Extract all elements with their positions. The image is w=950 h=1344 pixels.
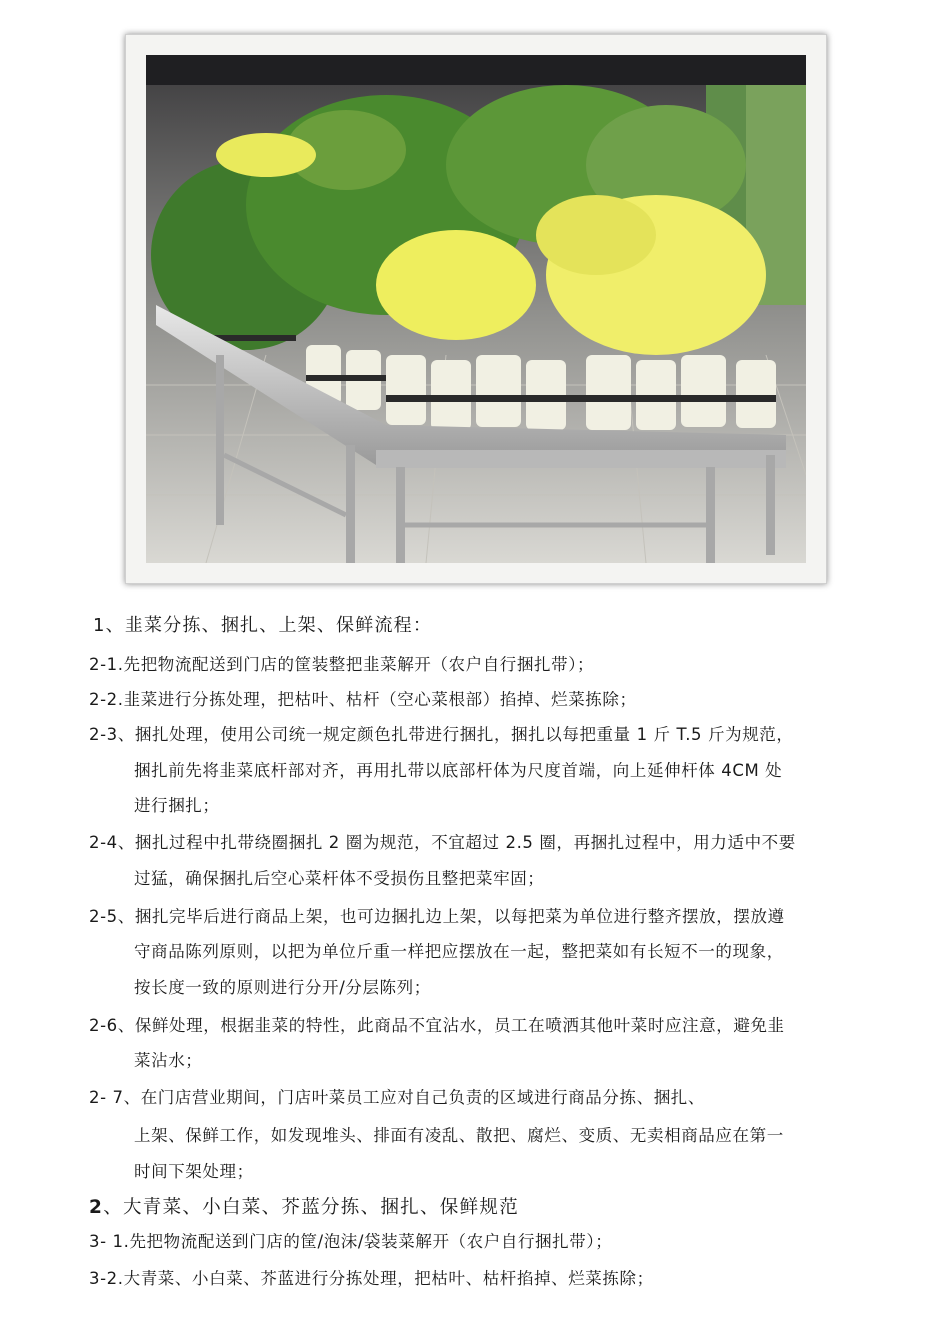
- step-2-4-line-1: 2-4、捆扎过程中扎带绕圈捆扎 2 圈为规范，不宜超过 2.5 圈，再捆扎过程中，用力适中不要: [89, 833, 796, 852]
- step-3-1: 3- 1.先把物流配送到门店的筐/泡沫/袋装菜解开（农户自行捆扎带）；: [89, 1232, 613, 1251]
- step-2-3-line-3: 进行捆扎；: [134, 796, 220, 815]
- step-2-1: 2-1.先把物流配送到门店的筐装整把韭菜解开（农户自行捆扎带）；: [89, 655, 595, 674]
- step-2-6-line-1: 2-6、保鲜处理，根据韭菜的特性，此商品不宜沾水，员工在喷洒其他叶菜时应注意，避免韭: [89, 1016, 785, 1035]
- step-2-2: 2-2.韭菜进行分拣处理，把枯叶、枯杆（空心菜根部）掐掉、烂菜拣除；: [89, 690, 637, 709]
- step-2-3-line-1: 2-3、捆扎处理，使用公司统一规定颜色扎带进行捆扎，捆扎以每把重量 1 斤 T.5 斤为规范，: [89, 725, 794, 744]
- section-heading-2-number: 2: [89, 1197, 104, 1218]
- section-heading-1: 1、韭菜分拣、捆扎、上架、保鲜流程：: [93, 615, 433, 636]
- section-heading-2: [89, 1193, 519, 1219]
- step-2-7-line-1: 2- 7、在门店营业期间，门店叶菜员工应对自己负责的区域进行商品分拣、捆扎、: [89, 1088, 705, 1107]
- step-2-5-line-3: 按长度一致的原则进行分开/分层陈列；: [134, 978, 431, 997]
- step-2-4-line-2: 过猛，确保捆扎后空心菜杆体不受损伤且整把菜牢固；: [134, 869, 545, 888]
- step-2-5-line-2: 守商品陈列原则，以把为单位斤重一样把应摆放在一起，整把菜如有长短不一的现象，: [134, 942, 784, 961]
- section-heading-2-text: 、大青菜、小白菜、芥蓝分拣、捆扎、保鲜规范: [103, 1197, 519, 1218]
- step-2-7-line-3: 时间下架处理；: [134, 1162, 254, 1181]
- step-2-7-line-2: 上架、保鲜工作，如发现堆头、排面有凌乱、散把、腐烂、变质、无卖相商品应在第一: [134, 1126, 784, 1145]
- step-2-3-line-2: 捆扎前先将韭菜底杆部对齐，再用扎带以底部杆体为尺度首端，向上延伸杆体 4CM 处: [134, 761, 783, 780]
- step-3-2: 3-2.大青菜、小白菜、芥蓝进行分拣处理，把枯叶、枯杆掐掉、烂菜拣除；: [89, 1269, 654, 1288]
- step-2-5-line-1: 2-5、捆扎完毕后进行商品上架，也可边捆扎边上架，以每把菜为单位进行整齐摆放，摆放遵: [89, 907, 785, 926]
- step-2-6-line-2: 菜沾水；: [134, 1051, 203, 1070]
